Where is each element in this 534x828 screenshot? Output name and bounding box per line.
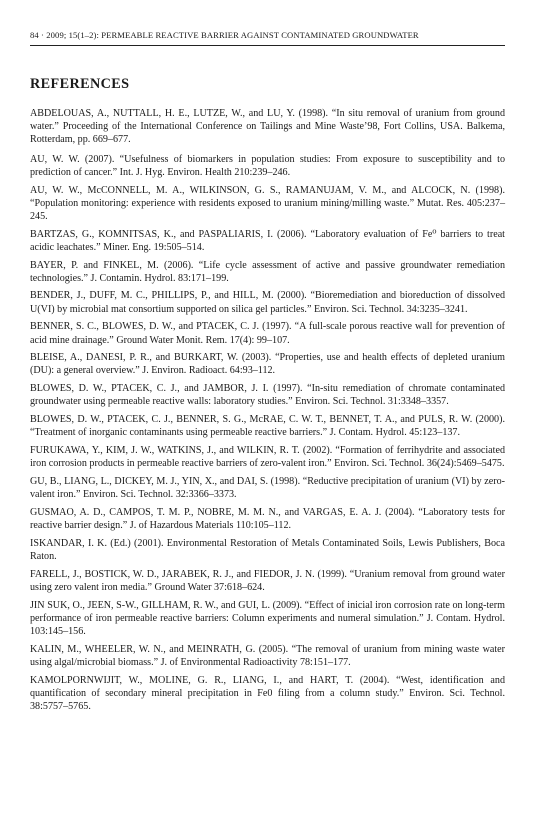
reference-entry: KAMOLPORNWIJIT, W., MOLINE, G. R., LIANG, I., and HART, T. (2004). “West, identification and quantification of secondary mineral precipitation in Fe0 filing from a column study.” Environ. Sci. Technol. 38:5757–5765. (30, 674, 505, 712)
reference-entry: BAYER, P. and FINKEL, M. (2006). “Life cycle assessment of active and passive groundwater remediation technologies.” J. Contamin. Hydrol. 83:171–199. (30, 259, 505, 284)
header-rule (30, 45, 505, 46)
reference-entry: FARELL, J., BOSTICK, W. D., JARABEK, R. J., and FIEDOR, J. N. (1999). “Uranium removal from ground water using zero valent iron media.” Ground Water 37:618–624. (30, 568, 505, 593)
reference-list (30, 107, 505, 718)
reference-entry: BARTZAS, G., KOMNITSAS, K., and PASPALIARIS, I. (2006). “Laboratory evaluation of Fe⁰ barriers to treat acidic leachates.” Miner. Eng. 19:505–514. (30, 228, 505, 253)
reference-entry: AU, W. W., McCONNELL, M. A., WILKINSON, G. S., RAMANUJAM, V. M., and ALCOCK, N. (1998). “Population monitoring: experience with residents exposed to uranium mining/milling waste.” Mutat. Res. 405:237–245. (30, 184, 505, 222)
reference-entry: BLOWES, D. W., PTACEK, C. J., BENNER, S. G., McRAE, C. W. T., BENNET, T. A., and PULS, R. W. (2000). “Treatment of inorganic contaminants using permeable reactive barriers.” J. Contam. Hydrol. 45:123–137. (30, 414, 505, 439)
section-title: REFERENCES (30, 76, 130, 92)
reference-entry: GUSMAO, A. D., CAMPOS, T. M. P., NOBRE, M. M. N., and VARGAS, E. A. J. (2004). “Laboratory tests for reactive barrier design.” J. of Hazardous Materials 110:105–112. (30, 506, 505, 531)
reference-entry: FURUKAWA, Y., KIM, J. W., WATKINS, J., and WILKIN, R. T. (2002). “Formation of ferrihydrite and associated iron corrosion products in permeable reactive barriers of zero-valent iron.” Environ. Sci. Technol. 36(24):5469–5475. (30, 444, 505, 470)
reference-entry: BENNER, S. C., BLOWES, D. W., and PTACEK, C. J. (1997). “A full-scale porous reactive wall for prevention of acid mine drainage.” Ground Water Monit. Rem. 17(4): 99–107. (30, 321, 505, 346)
reference-entry: JIN SUK, O., JEEN, S-W., GILLHAM, R. W., and GUI, L. (2009). “Effect of inicial iron corrosion rate on long-term performance of iron permeable reactive barriers: Column experiments and numeral simulation.” J. Contam. Hydrol. 103:145–156. (30, 599, 505, 637)
journal-page (30, 0, 505, 828)
reference-entry: BLOWES, D. W., PTACEK, C. J., and JAMBOR, J. I. (1997). “In-situ remediation of chromate contaminated groundwater using permeable reactive walls: laboratory studies.” Environ. Sci. Technol. 31:3348–3357. (30, 383, 505, 408)
reference-entry: BLEISE, A., DANESI, P. R., and BURKART, W. (2003). “Properties, use and health effects of depleted uranium (DU): a general overview.” J. Environ. Radioact. 64:93–112. (30, 352, 505, 377)
reference-entry: KALIN, M., WHEELER, W. N., and MEINRATH, G. (2005). “The removal of uranium from mining waste water using algal/microbial biomass.” J. of Environmental Radioactivity 78:151–177. (30, 643, 505, 668)
reference-entry: BENDER, J., DUFF, M. C., PHILLIPS, P., and HILL, M. (2000). “Bioremediation and bioreduction of dissolved U(VI) by microbial mat consortium supported on silica gel particles.” Environ. Sci. Technol. 34:3235–3241. (30, 290, 505, 315)
reference-entry: ISKANDAR, I. K. (Ed.) (2001). Environmental Restoration of Metals Contaminated Soils, Lewis Publishers, Boca Raton. (30, 537, 505, 562)
reference-entry: AU, W. W. (2007). “Usefulness of biomarkers in population studies: From exposure to susceptibility and to prediction of cancer.” Int. J. Hyg. Environ. Health 210:239–246. (30, 153, 505, 178)
reference-entry: ABDELOUAS, A., NUTTALL, H. E., LUTZE, W., and LU, Y. (1998). “In situ removal of uranium from ground water.” Proceeding of the International Conference on Tailings and Mine Waste’98, Fort Collins, USA. Balkema, Rotterdam, pp. 669–677. (30, 108, 505, 146)
reference-entry: GU, B., LIANG, L., DICKEY, M. J., YIN, X., and DAI, S. (1998). “Reductive precipitation of uranium (VI) by zero-valent iron.” Environ. Sci. Technol. 32:3366–3373. (30, 475, 505, 501)
running-head: 84 · 2009; 15(1–2): PERMEABLE REACTIVE BARRIER AGAINST CONTAMINATED GROUNDWATER (30, 30, 419, 40)
